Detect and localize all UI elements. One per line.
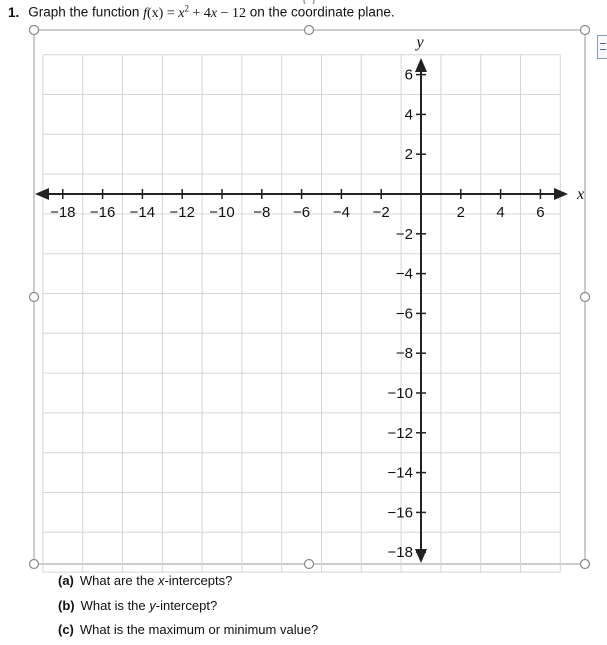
y-tick-label: −18 [387,544,413,562]
y-tick-label: −8 [395,345,413,363]
x-tick-label: −12 [169,204,195,221]
y-axis-label: y [416,34,424,51]
x-tick-label: −18 [50,204,76,221]
y-axis-arrow-up-icon [415,58,427,72]
y-tick-label: −14 [387,464,413,482]
x-tick-label: −8 [253,204,271,221]
tick-labels [50,34,584,561]
layout-options-icon[interactable] [597,35,607,59]
y-tick-label: −12 [387,424,413,442]
x-tick-label: −2 [372,204,390,221]
resize-handle-icon[interactable] [30,560,39,569]
x-tick-label: −6 [293,204,311,221]
y-tick-label: 6 [404,66,413,84]
resize-handle-icon[interactable] [30,293,39,302]
x-tick-label: −10 [209,204,235,221]
y-tick-label: −10 [387,385,413,402]
y-tick-label: 2 [404,146,413,164]
x-tick-label: −16 [89,204,116,221]
resize-handle-icon[interactable] [581,560,590,569]
x-tick-label: −4 [332,204,350,221]
resize-handle-icon[interactable] [581,26,590,35]
y-tick-label: −16 [387,504,413,522]
frame-border [34,30,585,564]
question-suffix: on the coordinate plane. [249,4,395,20]
question-prefix: Graph the function [28,4,140,20]
x-axis-label: x [577,186,585,203]
y-tick-label: −4 [395,265,413,283]
y-tick-label: −6 [395,305,413,323]
selection-frame [34,30,585,564]
grid [43,55,560,572]
y-tick-label: −2 [395,225,413,243]
subquestion-c: (c) What is the maximum or minimum value? [58,622,319,637]
resize-handle-icon[interactable] [305,26,314,35]
resize-handle-icon[interactable] [305,560,314,569]
axes [35,58,568,563]
y-tick-label: 4 [404,106,413,124]
x-tick-label: 4 [496,204,505,221]
handles[interactable] [30,0,590,569]
resize-handle-icon[interactable] [581,293,590,302]
x-axis-arrow-right-icon [554,188,568,200]
x-tick-label: 2 [456,204,465,221]
x-tick-label: 6 [536,204,545,221]
y-axis-arrow-down-icon [415,549,427,563]
resize-handle-icon[interactable] [30,26,39,35]
x-tick-label: −14 [129,204,156,221]
subquestion-a: (a) What are the x-intercepts? [58,573,233,588]
rotate-handle-icon[interactable] [304,0,314,4]
question-number: 1. [8,4,20,20]
subquestion-b: (b) What is the y-intercept? [58,598,218,613]
x-axis-arrow-left-icon [35,188,49,200]
function-expression: $f(x) = x^2 + 4x - 12$ [143,3,246,21]
